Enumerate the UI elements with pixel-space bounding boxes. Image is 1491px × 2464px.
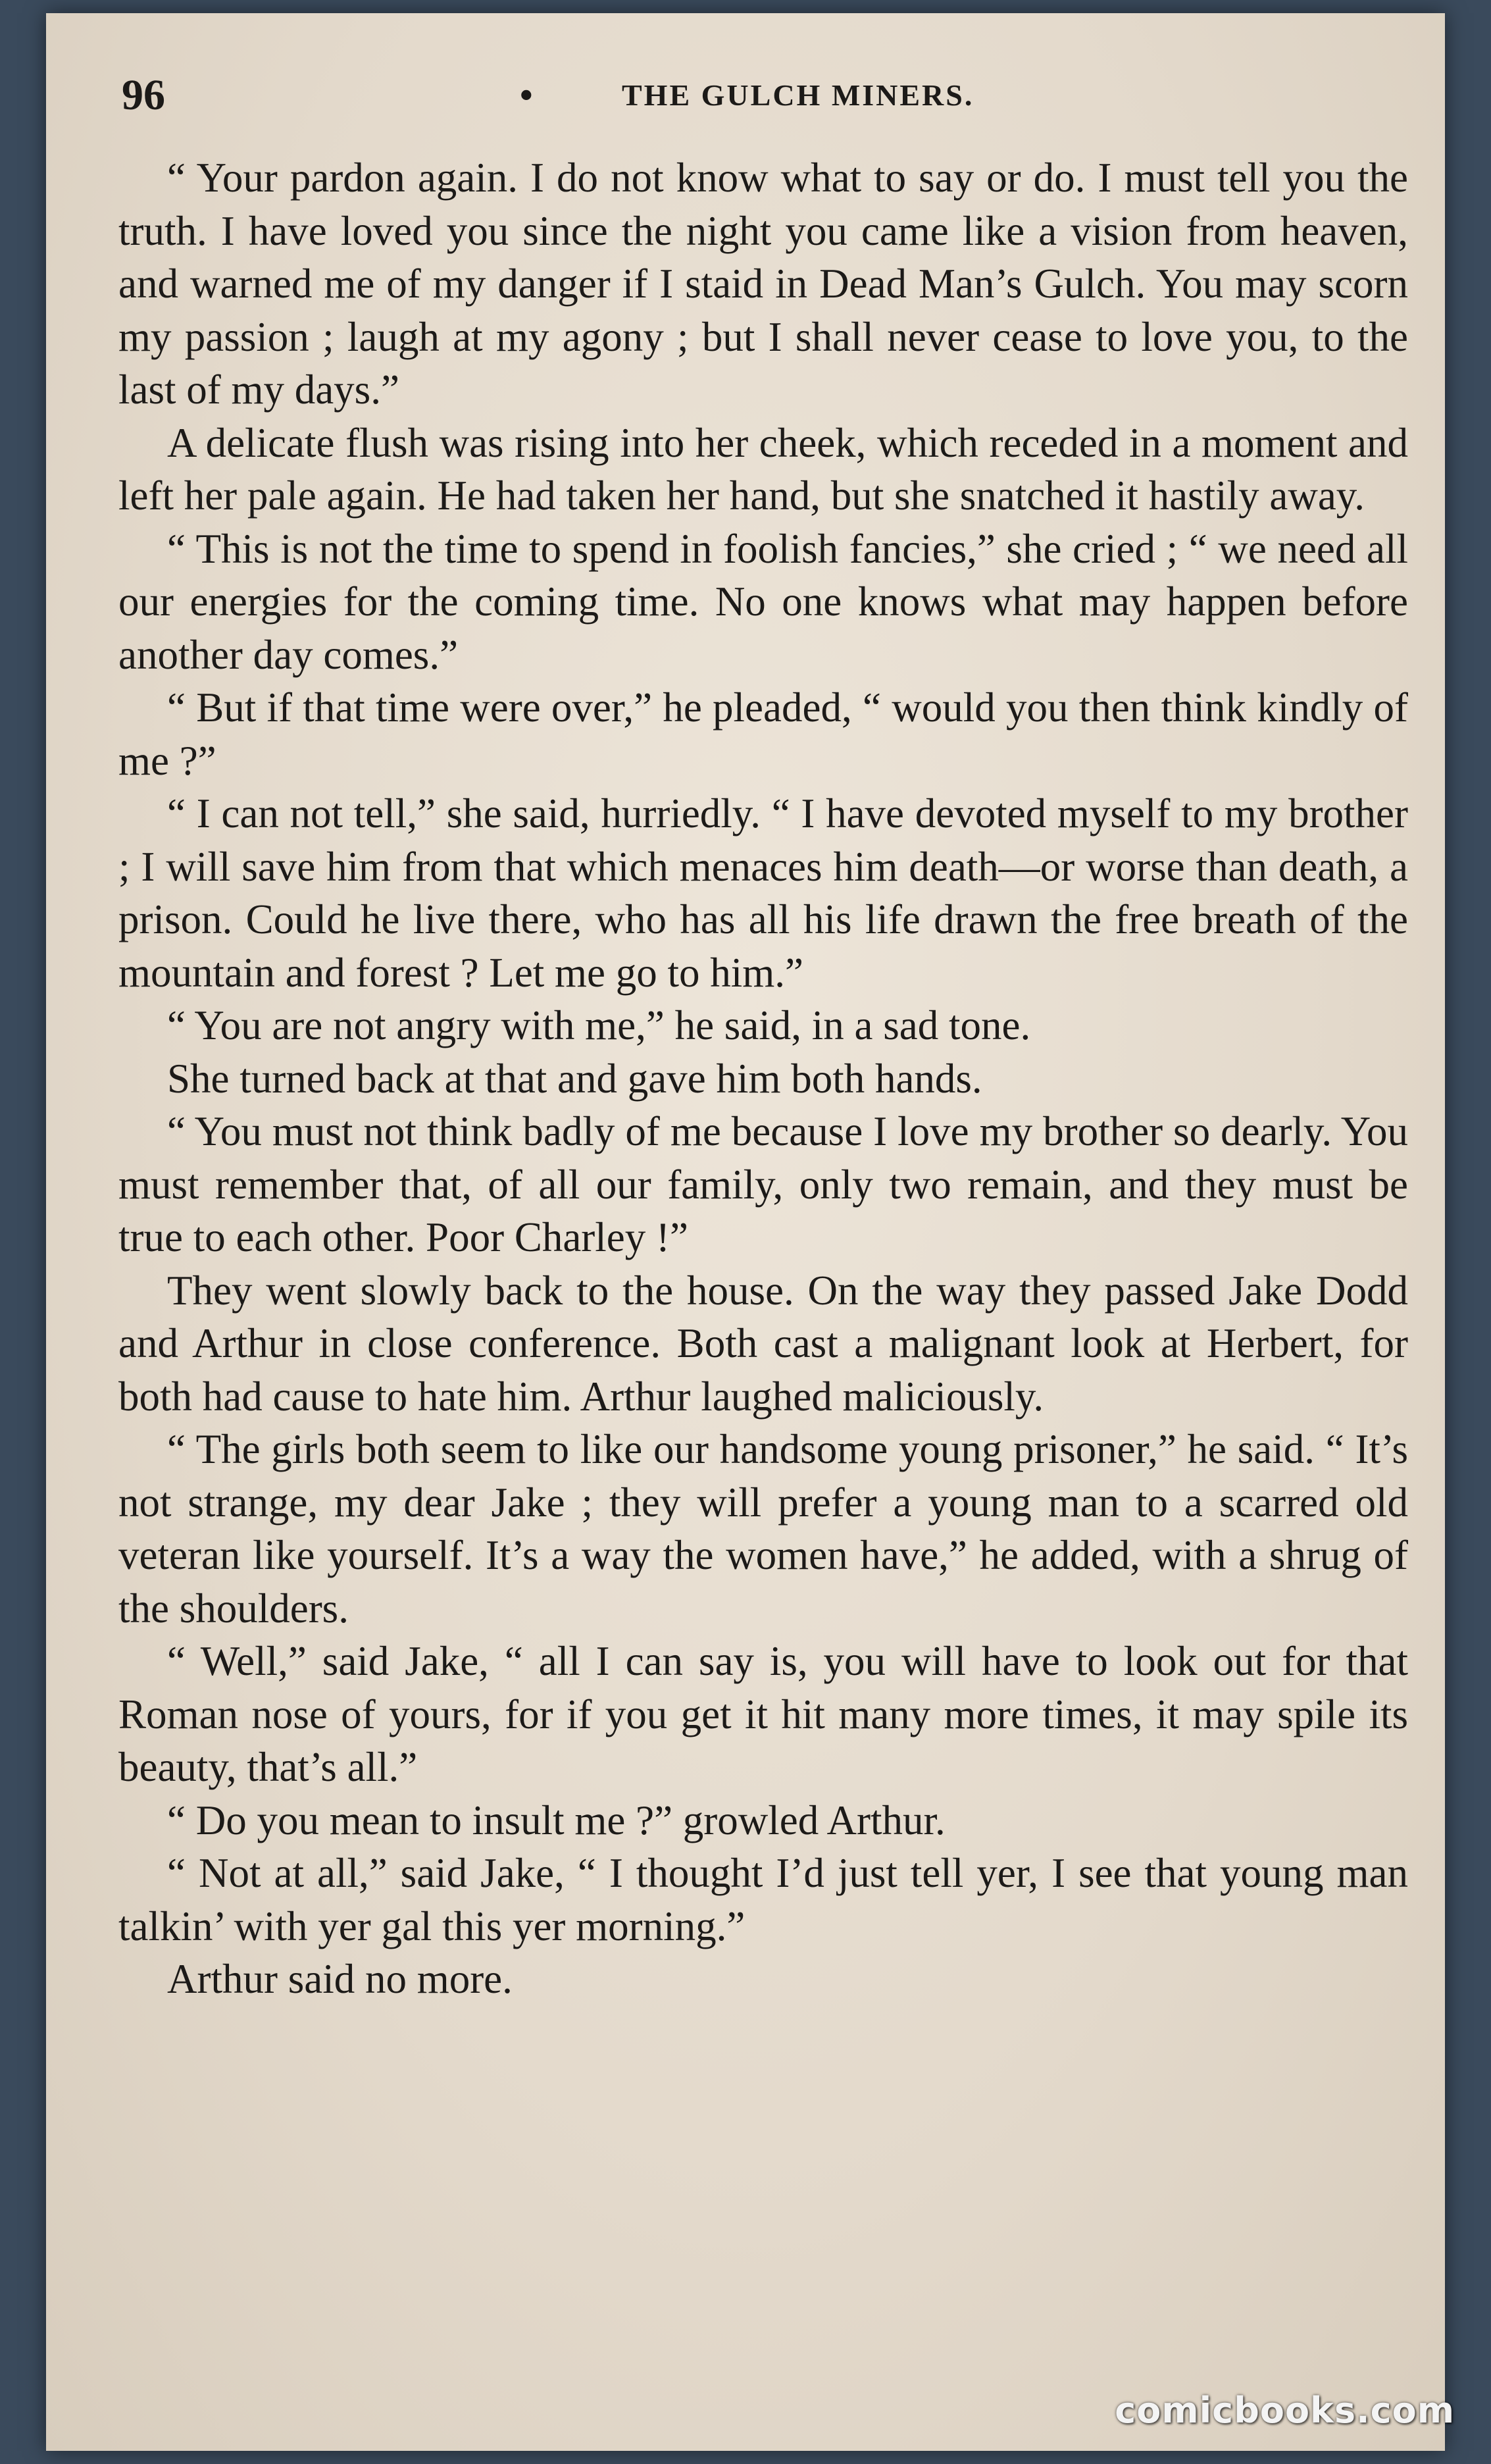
paragraph-2: A delicate flush was rising into her cheek, which receded in a moment and left her pale again. He had taken her hand, but she snatched it hastily away. xyxy=(118,419,1408,519)
paragraph-1: “ Your pardon again. I do not know what to say or do. I must tell you the truth. I have loved you since the night you came like a vision from heaven, and warned me of my danger if I staid in Dead Man’s Gulch. You may scorn my passion ; laugh at my agony ; but I shall never cease to love you, to the last of my days.” xyxy=(118,155,1408,413)
paragraph-9: They went slowly back to the house. On the way they passed Jake Dodd and Arthur in close conference. Both cast a malignant look at Herbert, for both had cause to hate him. Arthur laughed maliciously. xyxy=(118,1267,1408,1420)
paragraph-3: “ This is not the time to spend in foolish fancies,” she cried ; “ we need all our energies for the coming time. No one knows what may happen before another day comes.” xyxy=(118,525,1408,678)
paragraph-6: “ You are not angry with me,” he said, in a sad tone. xyxy=(167,1002,1031,1048)
page-number: 96 xyxy=(122,71,165,119)
body-text xyxy=(118,151,1408,2006)
paragraph-14: Arthur said no more. xyxy=(167,1956,513,2002)
watermark: comicbooks.com xyxy=(1115,2390,1455,2431)
page-header xyxy=(122,59,1405,132)
paragraph-13: “ Not at all,” said Jake, “ I thought I’d just tell yer, I see that young man talkin’ with yer gal this yer morning.” xyxy=(118,1850,1408,1949)
paragraph-11: “ Well,” said Jake, “ all I can say is, you will have to look out for that Roman nose of yours, for if you get it hit many more times, it may spile its beauty, that’s all.” xyxy=(118,1638,1408,1790)
paragraph-4: “ But if that time were over,” he pleaded, “ would you then think kindly of me ?” xyxy=(118,684,1408,784)
paragraph-5: “ I can not tell,” she said, hurriedly. “ I have devoted myself to my brother ; I will save him from that which menaces him death—or worse than death, a prison. Could he live there, who has all his life drawn the free breath of the mountain and forest ? Let me go to him.” xyxy=(118,790,1408,996)
paragraph-8: “ You must not think badly of me because I love my brother so dearly. You must remember that, of all our family, only two remain, and they must be true to each other. Poor Charley !” xyxy=(118,1108,1408,1260)
paragraph-7: She turned back at that and gave him both hands. xyxy=(167,1055,982,1102)
header-separator: • xyxy=(520,75,533,116)
paragraph-12: “ Do you mean to insult me ?” growled Arthur. xyxy=(167,1797,946,1843)
book-page xyxy=(46,13,1445,2451)
paragraph-10: “ The girls both seem to like our handsome young prisoner,” he said. “ It’s not strange, my dear Jake ; they will prefer a young man to a scarred old veteran like yourself. It’s a way the women have,” he added, with a shrug of the shoulders. xyxy=(118,1426,1408,1631)
running-title: THE GULCH MINERS. xyxy=(622,78,974,112)
